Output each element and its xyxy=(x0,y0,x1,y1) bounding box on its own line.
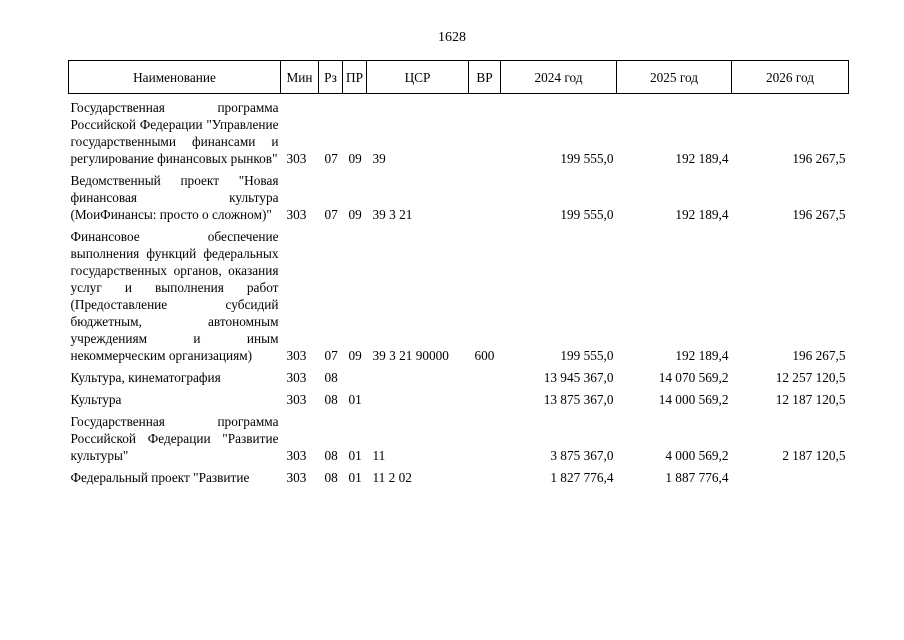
table-row xyxy=(69,223,849,364)
row-pr: 01 xyxy=(348,470,362,485)
row-2026: 2 187 120,5 xyxy=(782,448,846,463)
row-pr: 09 xyxy=(348,207,362,222)
row-2024: 1 827 776,4 xyxy=(550,470,614,485)
page-number: 1628 xyxy=(438,30,466,45)
header-vr: ВР xyxy=(469,61,501,94)
row-2024: 13 875 367,0 xyxy=(543,392,614,407)
row-csr: 39 xyxy=(372,151,386,166)
row-2024: 199 555,0 xyxy=(560,348,614,363)
row-rz: 07 xyxy=(324,207,338,222)
row-pr: 09 xyxy=(348,348,362,363)
row-2026: 196 267,5 xyxy=(792,151,846,166)
row-2026 xyxy=(732,464,849,486)
row-2025: 192 189,4 xyxy=(675,348,729,363)
row-2025: 1 887 776,4 xyxy=(665,470,729,485)
header-2025: 2025 год xyxy=(617,61,732,94)
row-vr xyxy=(469,386,501,408)
row-name: Ведомственный проект "Новая финансовая культура (МоиФинансы: просто о сложном)" xyxy=(70,173,279,222)
row-pr: 09 xyxy=(348,151,362,166)
row-min: 303 xyxy=(286,207,307,222)
row-rz: 08 xyxy=(324,370,338,385)
row-vr xyxy=(469,94,501,168)
row-csr: 39 3 21 xyxy=(372,207,413,222)
header-name: Наименование xyxy=(69,61,281,94)
row-rz: 07 xyxy=(324,151,338,166)
header-csr: ЦСР xyxy=(367,61,469,94)
row-2026: 12 257 120,5 xyxy=(775,370,846,385)
row-name: Культура xyxy=(70,392,122,407)
table-body xyxy=(69,94,849,487)
header-pr: ПР xyxy=(343,61,367,94)
row-2025: 4 000 569,2 xyxy=(665,448,729,463)
table-row xyxy=(69,386,849,408)
row-vr xyxy=(469,167,501,223)
header-2026: 2026 год xyxy=(732,61,849,94)
row-2024: 199 555,0 xyxy=(560,151,614,166)
row-vr xyxy=(469,464,501,486)
table-row xyxy=(69,94,849,168)
header-rz: Рз xyxy=(319,61,343,94)
table-row xyxy=(69,364,849,386)
table-row xyxy=(69,408,849,464)
row-2025: 14 070 569,2 xyxy=(658,370,729,385)
row-2024: 13 945 367,0 xyxy=(543,370,614,385)
row-2024: 3 875 367,0 xyxy=(550,448,614,463)
table-row xyxy=(69,464,849,486)
row-csr xyxy=(367,364,469,386)
row-vr: 600 xyxy=(474,348,495,363)
row-rz: 07 xyxy=(324,348,338,363)
row-name: Федеральный проект "Развитие xyxy=(70,470,250,485)
row-csr: 11 xyxy=(372,448,386,463)
row-min: 303 xyxy=(286,348,307,363)
row-min: 303 xyxy=(286,470,307,485)
header-2024: 2024 год xyxy=(501,61,617,94)
row-csr: 39 3 21 90000 xyxy=(372,348,449,363)
row-csr xyxy=(367,386,469,408)
row-min: 303 xyxy=(286,151,307,166)
row-pr xyxy=(343,364,367,386)
row-2025: 14 000 569,2 xyxy=(658,392,729,407)
row-2025: 192 189,4 xyxy=(675,207,729,222)
row-2026: 12 187 120,5 xyxy=(775,392,846,407)
row-csr: 11 2 02 xyxy=(372,470,412,485)
row-pr: 01 xyxy=(348,392,362,407)
row-rz: 08 xyxy=(324,470,338,485)
row-min: 303 xyxy=(286,392,307,407)
row-2026: 196 267,5 xyxy=(792,207,846,222)
row-rz: 08 xyxy=(324,392,338,407)
table-header xyxy=(69,61,849,94)
row-2024: 199 555,0 xyxy=(560,207,614,222)
row-2025: 192 189,4 xyxy=(675,151,729,166)
row-min: 303 xyxy=(286,370,307,385)
row-vr xyxy=(469,408,501,464)
row-name: Государственная программа Российской Федерации "Развитие культуры" xyxy=(70,414,279,463)
row-vr xyxy=(469,364,501,386)
row-name: Культура, кинематография xyxy=(70,370,221,385)
table-row xyxy=(69,167,849,223)
row-name: Финансовое обеспечение выполнения функций федеральных государственных органов, оказания услуг и выполнения работ (Предоставление субсидий бюджетным, автономным учреждениям и иным некоммерческим организациям) xyxy=(70,229,279,363)
row-2026: 196 267,5 xyxy=(792,348,846,363)
header-min: Мин xyxy=(281,61,319,94)
row-min: 303 xyxy=(286,448,307,463)
row-name: Государственная программа Российской Федерации "Управление государственными финансами и регулирование финансовых рынков" xyxy=(70,100,279,166)
row-pr: 01 xyxy=(348,448,362,463)
row-rz: 08 xyxy=(324,448,338,463)
budget-table xyxy=(68,60,849,486)
